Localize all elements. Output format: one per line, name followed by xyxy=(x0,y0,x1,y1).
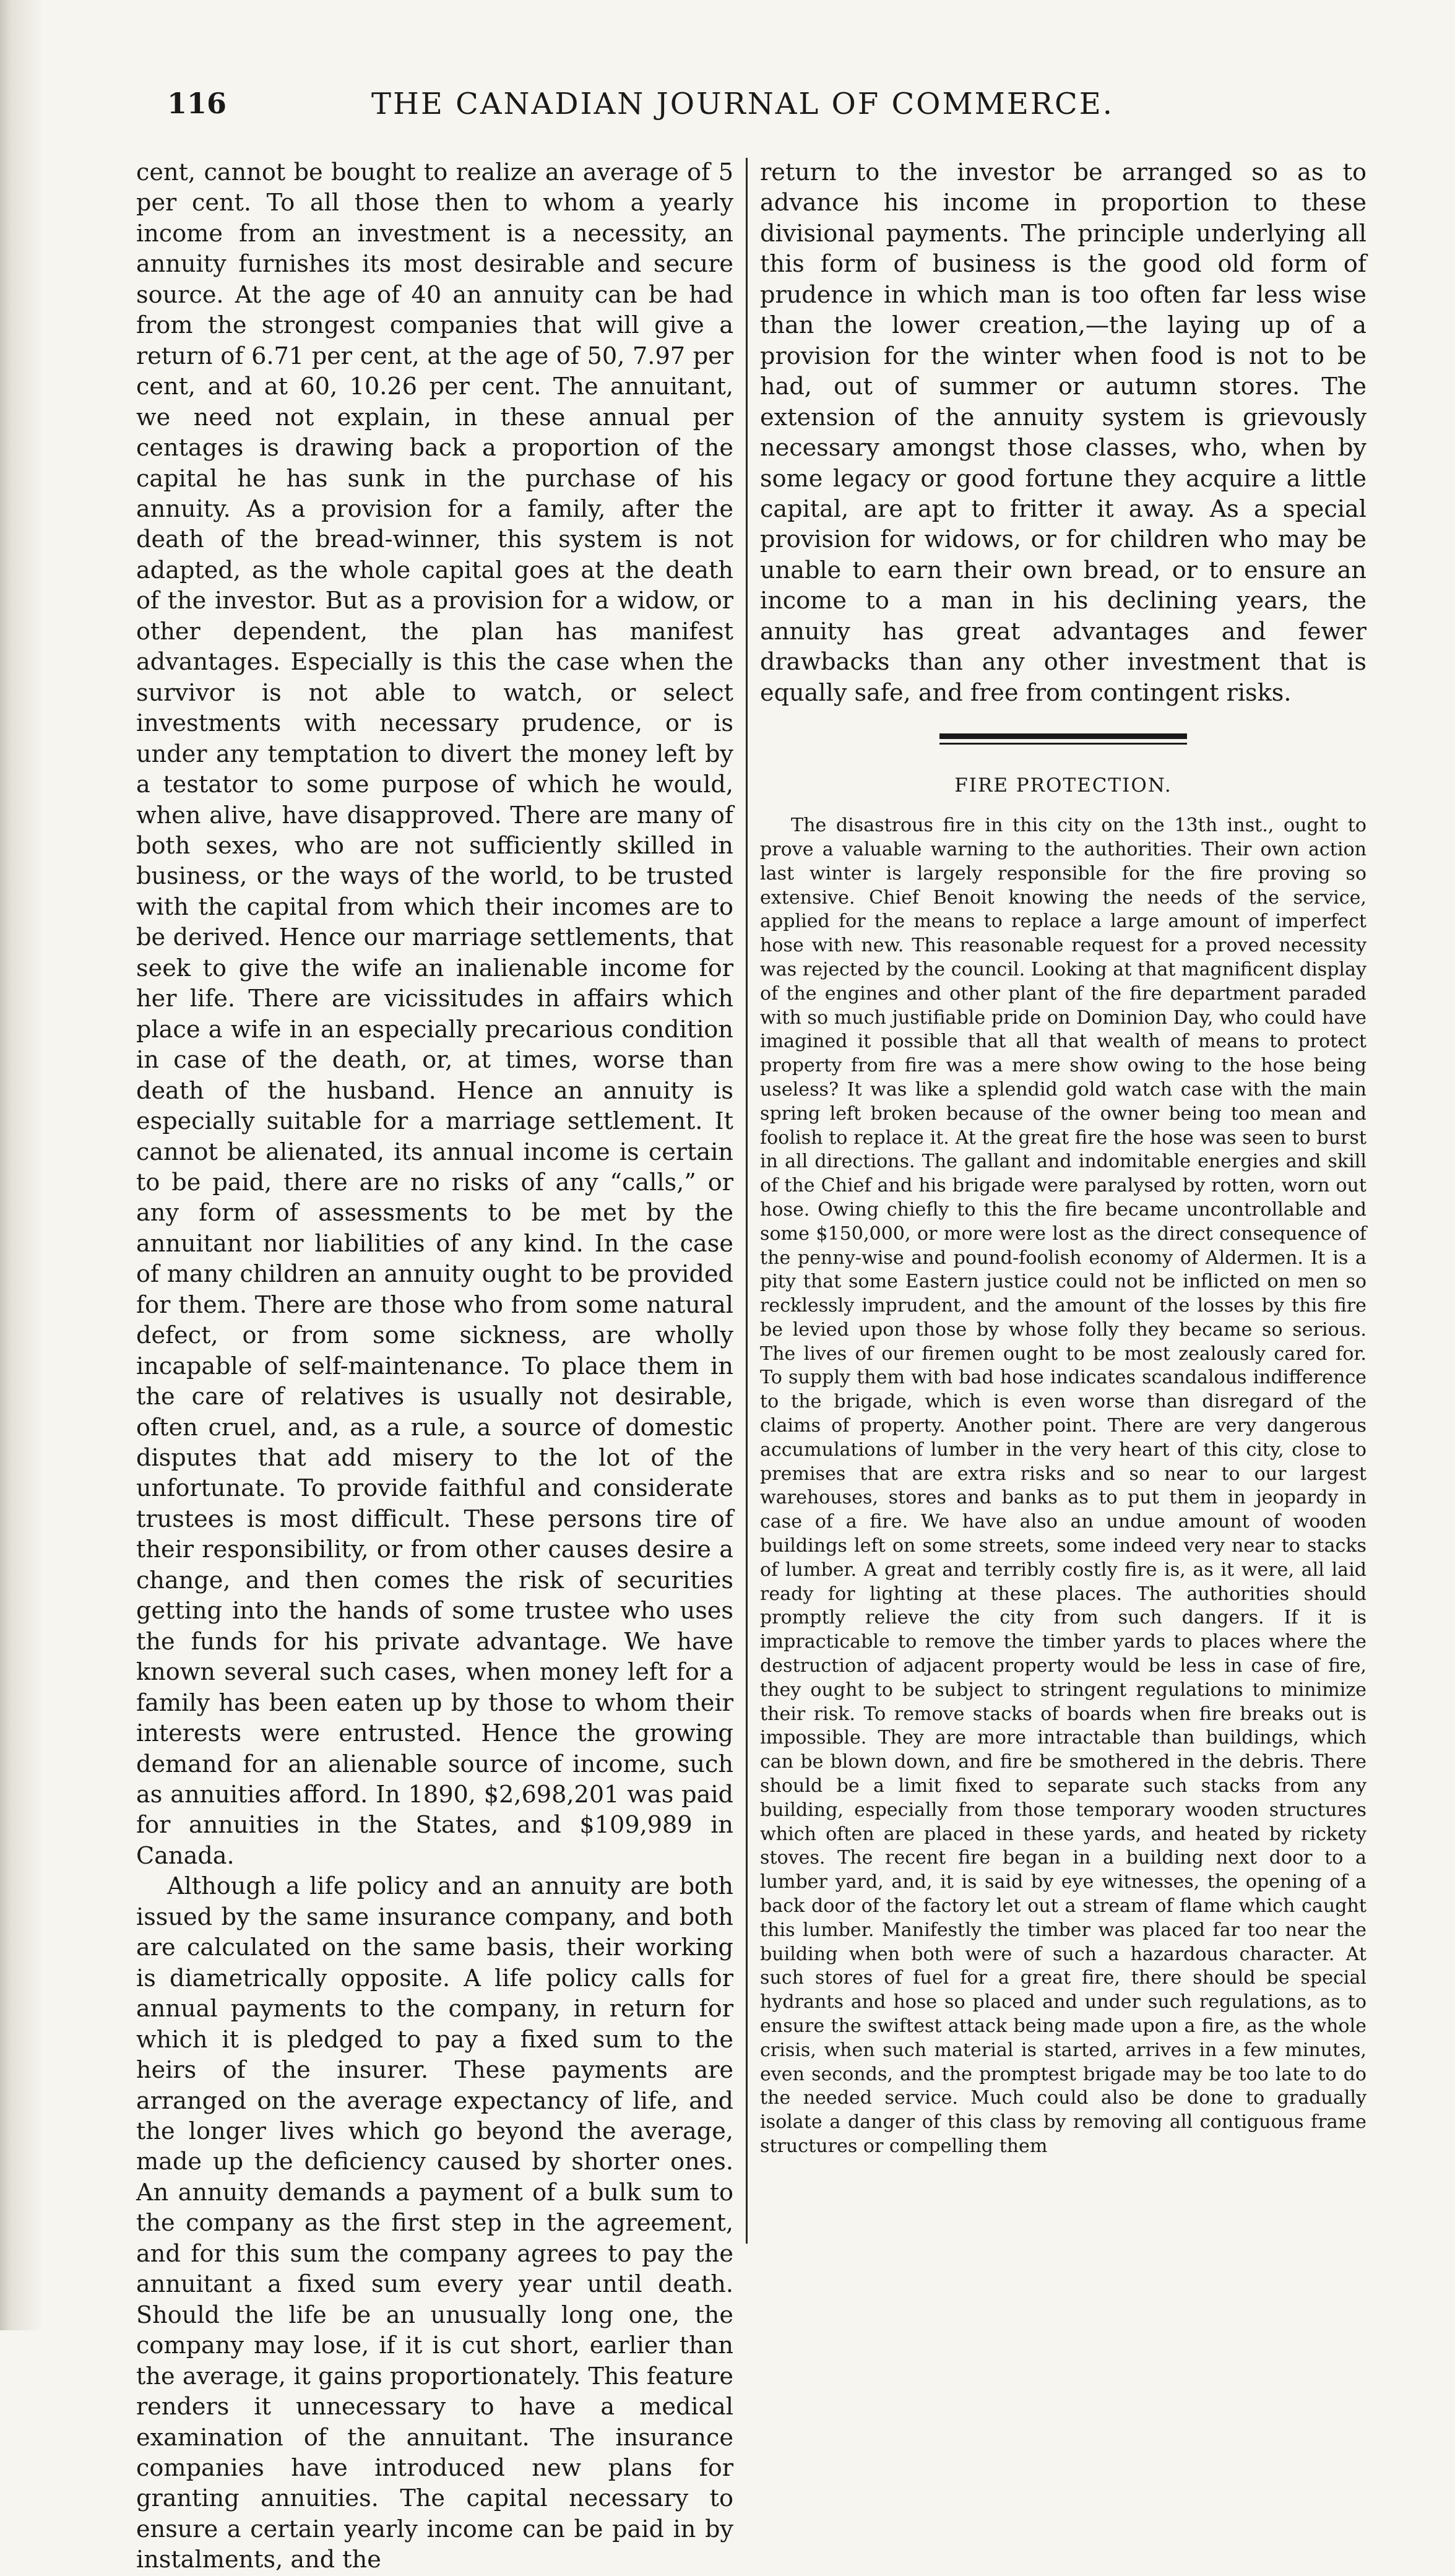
section-separator xyxy=(939,733,1187,745)
column-divider xyxy=(746,158,748,2244)
right-column xyxy=(760,158,1366,2159)
left-column xyxy=(136,158,733,2576)
annuity-paragraph-2: Although a life policy and an annuity are both issued by the same insurance company, and both are calculated on the same basis, their working is diametrically opposite. A life policy calls for annual payments to the company, in return for which it is pledged to pay a fixed sum to the heirs of the insurer. These payments are arranged on the average expectancy of life, and the longer lives which go beyond the average, made up the deficiency caused by shorter ones. An annuity demands a payment of a bulk sum to the company as the first step in the agreement, and for this sum the company agrees to pay the annuitant a fixed sum every year until death. Should the life be an unusually long one, the company may lose, if it is cut short, earlier than the average, it gains proportionately. This feature renders it unnecessary to have a medical examination of the annuitant. The insurance companies have introduced new plans for granting annuities. The capital necessary to ensure a certain yearly income can be paid in by instalments, and the xyxy=(136,1873,733,2574)
annuity-continuation: return to the investor be arranged so as to advance his income in proportion to these divisional payments. The principle underlying all this form of business is the good old form of prudence in which man is too often far less wise than the lower creation,—the laying up of a provision for the winter when food is not to be had, out of summer or autumn stores. The extension of the annuity system is grievously necessary amongst those classes, who, when by some legacy or good fortune they acquire a little capital, are apt to fritter it away. As a special provision for widows, or for children who may be unable to earn their own bread, or to ensure an income to a man in his declining years, the annuity has great advantages and fewer drawbacks than any other investment that is equally safe, and free from contingent risks. xyxy=(760,159,1366,707)
fire-protection-article: The disastrous fire in this city on the 13th inst., ought to prove a valuable warning to the authorities. Their own action last winter is largely responsible for the fire proving so extensive. Chief Benoit knowing the needs of the service, applied for the means to replace a large amount of imperfect hose with new. This reasonable request for a proved necessity was rejected by the council. Looking at that magnificent display of the engines and other plant of the fire department paraded with so much justifiable pride on Dominion Day, who could have imagined it possible that all that wealth of means to protect property from fire was a mere show owing to the hose being useless? It was like a splendid gold watch case with the main spring left broken because of the owner being too mean and foolish to replace it. At the great fire the hose was seen to burst in all directions. The gallant and indomitable energies and skill of the Chief and his brigade were paralysed by rotten, worn out hose. Owing chiefly to this the fire became uncontrollable and some $150,000, or more were lost as the direct consequence of the penny-wise and pound-foolish economy of Aldermen. It is a pity that some Eastern justice could not be inflicted on men so recklessly imprudent, and the amount of the losses by this fire be levied upon those by whose folly they became so serious. The lives of our firemen ought to be most zealously cared for. To supply them with bad hose indicates scandalous indifference to the brigade, which is even worse than disregard of the claims of property. Another point. There are very dangerous accumulations of lumber in the very heart of this city, close to premises that are extra risks and so near to our largest warehouses, stores and banks as to put them in jeopardy in case of a fire. We have also an undue amount of wooden buildings left on some streets, some indeed very near to stacks of lumber. A great and terribly costly fire is, as it were, all laid ready for lighting at these places. The authorities should promptly relieve the city from such dangers. If it is impracticable to remove the timber yards to places where the destruction of adjacent property would be less in case of fire, they ought to be subject to stringent regulations to minimize their risk. To remove stacks of boards when fire breaks out is impossible. They are more intractable than buildings, which can be blown down, and fire be smothered in the debris. There should be a limit fixed to separate such stacks from any building, especially from those temporary wooden structures which often are placed in these yards, and heated by rickety stoves. The recent fire began in a building next door to a lumber yard, and, it is said by eye witnesses, the opening of a back door of the factory let out a stream of flame which caught this lumber. Manifestly the timber was placed far too near the building when both were of such a hazardous character. At such stores of fuel for a great fire, there should be special hydrants and hose so placed and under such regulations, as to ensure the swiftest attack being made upon a fire, as the whole crisis, when such material is started, arrives in a few minutes, even seconds, and the promptest brigade may be too late to do the needed service. Much could also be done to gradually isolate a danger of this class by removing all contiguous frame structures or compelling them xyxy=(760,815,1366,2157)
journal-title: THE CANADIAN JOURNAL OF COMMERCE. xyxy=(371,87,1115,121)
page-header xyxy=(121,87,1365,124)
section-title: FIRE PROTECTION. xyxy=(954,774,1172,797)
page-number: 116 xyxy=(167,87,227,120)
scan-edge xyxy=(0,0,43,2330)
annuity-paragraph-1: cent, cannot be bought to realize an average of 5 per cent. To all those then to whom a yearly income from an investment is a necessity, an annuity furnishes its most desirable and secure source. At the age of 40 an annuity can be had from the strongest companies that will give a return of 6.71 per cent, at the age of 50, 7.97 per cent, and at 60, 10.26 per cent. The annuitant, we need not explain, in these annual per centages is drawing back a proportion of the capital he has sunk in the purchase of his annuity. As a provision for a family, after the death of the bread-winner, this system is not adapted, as the whole capital goes at the death of the investor. But as a provision for a widow, or other dependent, the plan has manifest advantages. Especially is this the case when the survivor is not able to watch, or select investments with necessary prudence, or is under any temptation to divert the money left by a testator to some purpose of which he would, when alive, have disapproved. There are many of both sexes, who are not sufficiently skilled in business, or the ways of the world, to be trusted with the capital from which their incomes are to be derived. Hence our marriage settlements, that seek to give the wife an inalienable income for her life. There are vicissitudes in affairs which place a wife in an especially precarious condition in case of the death, or, at times, worse than death of the husband. Hence an annuity is especially suitable for a marriage settlement. It cannot be alienated, its annual income is certain to be paid, there are no risks of any “calls,” or any form of assessments to be met by the annuitant nor liabilities of any kind. In the case of many children an annuity ought to be provided for them. There are those who from some natural defect, or from some sickness, are wholly incapable of self-maintenance. To place them in the care of relatives is usually not desirable, often cruel, and, as a rule, a source of domestic disputes that add misery to the lot of the unfortunate. To provide faithful and considerate trustees is most difficult. These persons tire of their responsibility, or from other causes desire a change, and then comes the risk of securities getting into the hands of some trustee who uses the funds for his private advantage. We have known several such cases, when money left for a family has been eaten up by those to whom their interests were entrusted. Hence the growing demand for an alienable source of income, such as annuities afford. In 1890, $2,698,201 was paid for annuities in the States, and $109,989 in Canada. xyxy=(136,159,733,1870)
